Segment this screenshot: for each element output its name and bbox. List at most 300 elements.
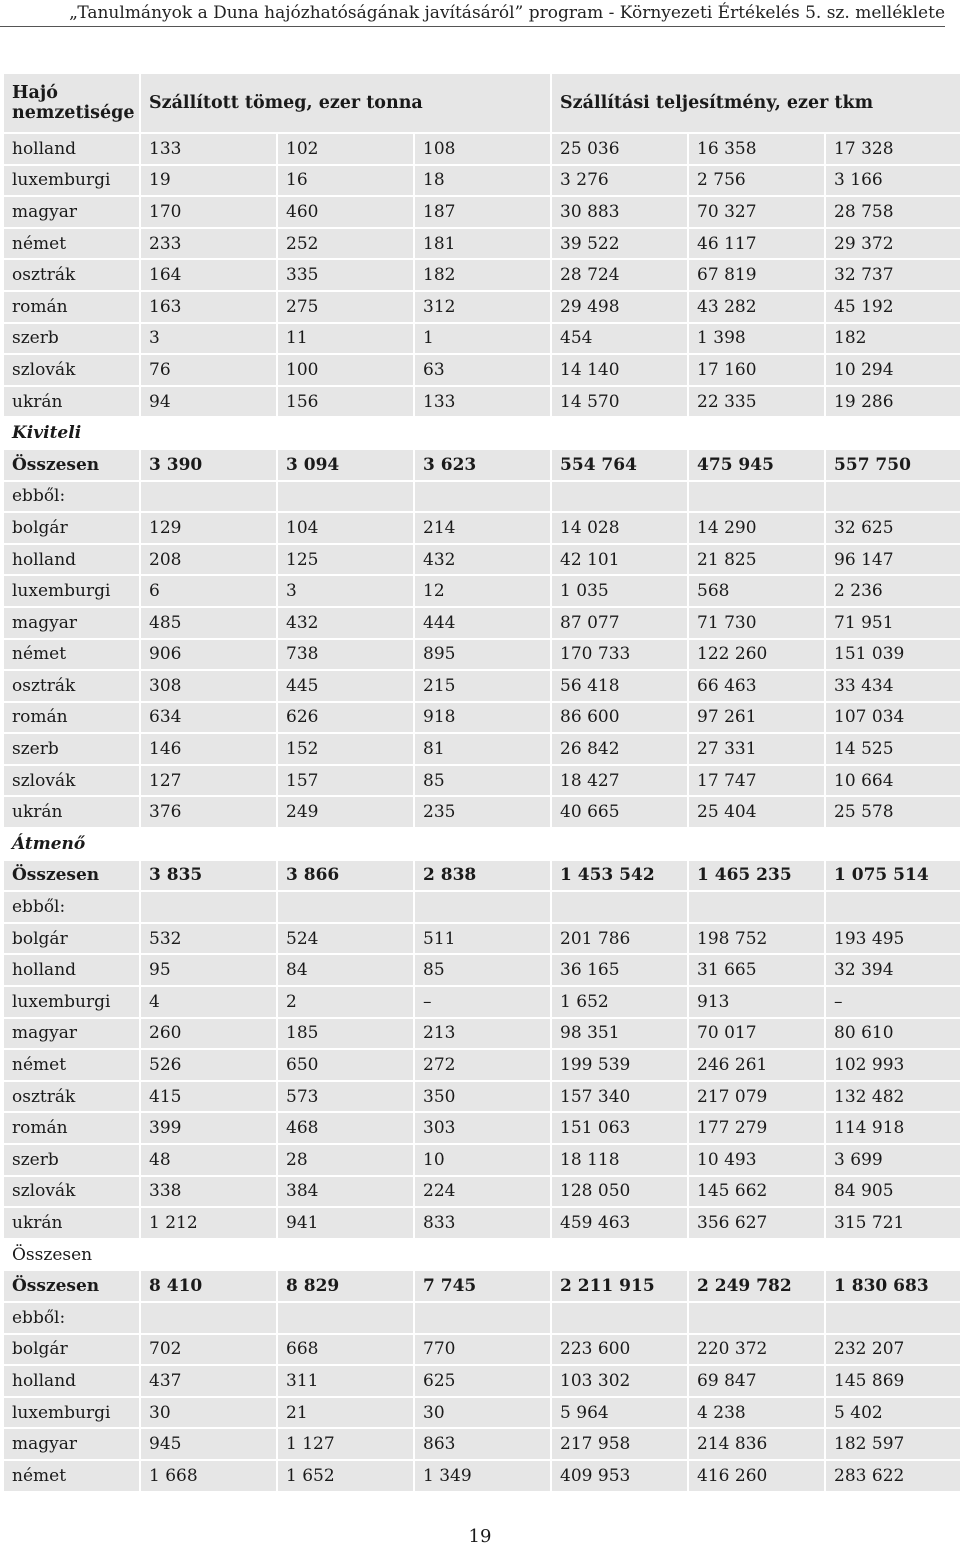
empty-cell <box>826 482 960 514</box>
row-label: holland <box>4 955 139 987</box>
table-cell: 98 351 <box>552 1019 687 1051</box>
table-cell: 31 665 <box>689 955 824 987</box>
table-cell: 170 733 <box>552 640 687 672</box>
row-label: szerb <box>4 734 139 766</box>
table-cell: 524 <box>278 924 413 956</box>
empty-cell <box>141 892 276 924</box>
table-cell: 10 493 <box>689 1145 824 1177</box>
table-cell: 26 842 <box>552 734 687 766</box>
table-cell: 1 830 683 <box>826 1271 960 1303</box>
table-cell: 1 127 <box>278 1429 413 1461</box>
shipping-statistics-table <box>2 74 960 1493</box>
table-cell: 557 750 <box>826 450 960 482</box>
table-row <box>4 166 960 198</box>
row-label: luxemburgi <box>4 166 139 198</box>
empty-cell <box>552 1303 687 1335</box>
table-cell: 249 <box>278 797 413 829</box>
table-cell: 80 610 <box>826 1019 960 1051</box>
table-cell: 303 <box>415 1113 550 1145</box>
empty-cell <box>826 1303 960 1335</box>
table-cell: 25 578 <box>826 797 960 829</box>
row-label: német <box>4 640 139 672</box>
column-header-performance: Szállítási teljesítmény, ezer tkm <box>552 74 960 134</box>
table-cell: 312 <box>415 292 550 324</box>
table-cell: 17 160 <box>689 355 824 387</box>
table-cell: 272 <box>415 1050 550 1082</box>
total-row <box>4 861 960 893</box>
table-cell: 235 <box>415 797 550 829</box>
row-label: német <box>4 1050 139 1082</box>
table-cell: 1 035 <box>552 576 687 608</box>
table-cell: 14 140 <box>552 355 687 387</box>
section-row <box>4 1240 960 1272</box>
row-label: luxemburgi <box>4 576 139 608</box>
empty-cell <box>415 892 550 924</box>
table-cell: 511 <box>415 924 550 956</box>
table-row <box>4 134 960 166</box>
table-cell: 185 <box>278 1019 413 1051</box>
table-cell: 311 <box>278 1366 413 1398</box>
empty-cell <box>141 829 276 861</box>
empty-cell <box>689 1240 824 1272</box>
row-label: ebből: <box>4 1303 139 1335</box>
row-label: szlovák <box>4 355 139 387</box>
table-cell: 66 463 <box>689 671 824 703</box>
table-row <box>4 355 960 387</box>
table-row <box>4 1145 960 1177</box>
table-cell: 650 <box>278 1050 413 1082</box>
table-cell: 85 <box>415 955 550 987</box>
empty-cell <box>552 892 687 924</box>
table-cell: 71 951 <box>826 608 960 640</box>
empty-cell <box>689 892 824 924</box>
row-label: szerb <box>4 1145 139 1177</box>
table-cell: 32 625 <box>826 513 960 545</box>
table-cell: 103 302 <box>552 1366 687 1398</box>
table-cell: 108 <box>415 134 550 166</box>
table-cell: 416 260 <box>689 1461 824 1493</box>
table-cell: 11 <box>278 324 413 356</box>
table-cell: 4 <box>141 987 276 1019</box>
table-cell: 28 724 <box>552 260 687 292</box>
table-cell: 107 034 <box>826 703 960 735</box>
row-label: bolgár <box>4 924 139 956</box>
table-cell: 85 <box>415 766 550 798</box>
total-row <box>4 450 960 482</box>
table-cell: 16 358 <box>689 134 824 166</box>
table-row <box>4 1461 960 1493</box>
table-cell: 3 699 <box>826 1145 960 1177</box>
table-cell: 906 <box>141 640 276 672</box>
table-cell: 100 <box>278 355 413 387</box>
table-cell: 1 398 <box>689 324 824 356</box>
table-cell: 1 075 514 <box>826 861 960 893</box>
table-cell: 738 <box>278 640 413 672</box>
table-cell: 475 945 <box>689 450 824 482</box>
table-cell: 201 786 <box>552 924 687 956</box>
table-cell: 275 <box>278 292 413 324</box>
empty-cell <box>689 1303 824 1335</box>
table-cell: 14 290 <box>689 513 824 545</box>
row-label: Összesen <box>4 1240 139 1272</box>
table-cell: 32 394 <box>826 955 960 987</box>
table-row <box>4 766 960 798</box>
empty-cell <box>278 482 413 514</box>
table-cell: 69 847 <box>689 1366 824 1398</box>
table-cell: 308 <box>141 671 276 703</box>
table-cell: 335 <box>278 260 413 292</box>
table-row <box>4 545 960 577</box>
table-row <box>4 671 960 703</box>
table-cell: 217 958 <box>552 1429 687 1461</box>
table-cell: 102 993 <box>826 1050 960 1082</box>
table-cell: 39 522 <box>552 229 687 261</box>
row-label: Kiviteli <box>4 418 139 450</box>
table-body <box>4 134 960 1493</box>
table-cell: 48 <box>141 1145 276 1177</box>
section-row <box>4 892 960 924</box>
section-row <box>4 1303 960 1335</box>
table-cell: 208 <box>141 545 276 577</box>
table-cell: 532 <box>141 924 276 956</box>
table-row <box>4 924 960 956</box>
table-cell: 129 <box>141 513 276 545</box>
table-cell: 14 525 <box>826 734 960 766</box>
empty-cell <box>689 482 824 514</box>
table-row <box>4 1050 960 1082</box>
table-cell: 152 <box>278 734 413 766</box>
empty-cell <box>141 1303 276 1335</box>
table-cell: 10 <box>415 1145 550 1177</box>
table-cell: 356 627 <box>689 1208 824 1240</box>
table-cell: 1 668 <box>141 1461 276 1493</box>
table-cell: 19 <box>141 166 276 198</box>
table-cell: 199 539 <box>552 1050 687 1082</box>
empty-cell <box>415 482 550 514</box>
table-cell: 10 664 <box>826 766 960 798</box>
table-cell: 573 <box>278 1082 413 1114</box>
table-cell: 32 737 <box>826 260 960 292</box>
table-cell: 96 147 <box>826 545 960 577</box>
table-cell: 568 <box>689 576 824 608</box>
row-label: szerb <box>4 324 139 356</box>
table-cell: 554 764 <box>552 450 687 482</box>
table-cell: 70 327 <box>689 197 824 229</box>
table-cell: 1 212 <box>141 1208 276 1240</box>
row-label: magyar <box>4 1429 139 1461</box>
table-cell: 30 883 <box>552 197 687 229</box>
table-cell: 40 665 <box>552 797 687 829</box>
row-label: bolgár <box>4 1335 139 1367</box>
table-cell: 2 756 <box>689 166 824 198</box>
table-cell: 198 752 <box>689 924 824 956</box>
table-cell: 2 249 782 <box>689 1271 824 1303</box>
column-header-tonnage: Szállított tömeg, ezer tonna <box>141 74 550 134</box>
table-cell: 2 <box>278 987 413 1019</box>
table-cell: 625 <box>415 1366 550 1398</box>
table-cell: 3 866 <box>278 861 413 893</box>
table-cell: 1 <box>415 324 550 356</box>
table-cell: 18 <box>415 166 550 198</box>
table-cell: 21 825 <box>689 545 824 577</box>
table-cell: 63 <box>415 355 550 387</box>
table-row <box>4 608 960 640</box>
table-cell: 350 <box>415 1082 550 1114</box>
table-cell: 444 <box>415 608 550 640</box>
table-cell: 46 117 <box>689 229 824 261</box>
table-header-row <box>4 74 960 134</box>
table-cell: 432 <box>415 545 550 577</box>
table-cell: 526 <box>141 1050 276 1082</box>
table-cell: 86 600 <box>552 703 687 735</box>
row-label: luxemburgi <box>4 987 139 1019</box>
table-cell: 626 <box>278 703 413 735</box>
table-cell: 36 165 <box>552 955 687 987</box>
table-cell: 146 <box>141 734 276 766</box>
table-cell: – <box>826 987 960 1019</box>
table-cell: 193 495 <box>826 924 960 956</box>
table-cell: 415 <box>141 1082 276 1114</box>
table-cell: 132 482 <box>826 1082 960 1114</box>
table-cell: 14 028 <box>552 513 687 545</box>
table-cell: 454 <box>552 324 687 356</box>
table-cell: 156 <box>278 387 413 419</box>
empty-cell <box>415 1303 550 1335</box>
table-row <box>4 513 960 545</box>
table-cell: 182 <box>826 324 960 356</box>
table-cell: 4 238 <box>689 1398 824 1430</box>
table-cell: 8 829 <box>278 1271 413 1303</box>
empty-cell <box>826 892 960 924</box>
table-cell: 170 <box>141 197 276 229</box>
table-cell: 941 <box>278 1208 413 1240</box>
table-cell: 12 <box>415 576 550 608</box>
table-cell: 56 418 <box>552 671 687 703</box>
empty-cell <box>552 482 687 514</box>
table-cell: 128 050 <box>552 1177 687 1209</box>
empty-cell <box>552 418 687 450</box>
table-row <box>4 955 960 987</box>
table-cell: 163 <box>141 292 276 324</box>
row-label: bolgár <box>4 513 139 545</box>
table-cell: 283 622 <box>826 1461 960 1493</box>
table-row <box>4 576 960 608</box>
table-cell: 182 <box>415 260 550 292</box>
row-label: ukrán <box>4 387 139 419</box>
table-cell: 81 <box>415 734 550 766</box>
table-cell: 122 260 <box>689 640 824 672</box>
table-cell: 177 279 <box>689 1113 824 1145</box>
table-cell: 702 <box>141 1335 276 1367</box>
table-cell: 770 <box>415 1335 550 1367</box>
table-cell: 29 498 <box>552 292 687 324</box>
table-cell: 895 <box>415 640 550 672</box>
table-cell: 1 453 542 <box>552 861 687 893</box>
table-cell: 214 <box>415 513 550 545</box>
table-cell: 67 819 <box>689 260 824 292</box>
row-label: osztrák <box>4 671 139 703</box>
table-row <box>4 1398 960 1430</box>
row-label: ebből: <box>4 892 139 924</box>
table-cell: 223 600 <box>552 1335 687 1367</box>
table-cell: 217 079 <box>689 1082 824 1114</box>
table-cell: 164 <box>141 260 276 292</box>
empty-cell <box>826 418 960 450</box>
empty-cell <box>141 418 276 450</box>
table-cell: 214 836 <box>689 1429 824 1461</box>
table-cell: 70 017 <box>689 1019 824 1051</box>
table-cell: 17 747 <box>689 766 824 798</box>
row-label: ebből: <box>4 482 139 514</box>
table-row <box>4 1335 960 1367</box>
row-label: német <box>4 1461 139 1493</box>
table-cell: 232 207 <box>826 1335 960 1367</box>
table-cell: 30 <box>141 1398 276 1430</box>
table-cell: 21 <box>278 1398 413 1430</box>
table-cell: 133 <box>415 387 550 419</box>
row-label: román <box>4 1113 139 1145</box>
table-row <box>4 734 960 766</box>
table-cell: 7 745 <box>415 1271 550 1303</box>
section-row <box>4 418 960 450</box>
empty-cell <box>278 418 413 450</box>
table-cell: 833 <box>415 1208 550 1240</box>
empty-cell <box>689 829 824 861</box>
table-row <box>4 229 960 261</box>
table-cell: 1 652 <box>552 987 687 1019</box>
table-cell: 145 662 <box>689 1177 824 1209</box>
table-cell: 30 <box>415 1398 550 1430</box>
table-cell: 22 335 <box>689 387 824 419</box>
table-cell: 102 <box>278 134 413 166</box>
table-cell: 384 <box>278 1177 413 1209</box>
table-cell: 87 077 <box>552 608 687 640</box>
table-cell: 945 <box>141 1429 276 1461</box>
table-cell: 432 <box>278 608 413 640</box>
table-row <box>4 387 960 419</box>
row-label: holland <box>4 1366 139 1398</box>
table-cell: 233 <box>141 229 276 261</box>
total-row <box>4 1271 960 1303</box>
table-cell: 19 286 <box>826 387 960 419</box>
table-cell: 409 953 <box>552 1461 687 1493</box>
row-label: román <box>4 292 139 324</box>
table-cell: 27 331 <box>689 734 824 766</box>
table-cell: 16 <box>278 166 413 198</box>
table-row <box>4 797 960 829</box>
table-cell: 252 <box>278 229 413 261</box>
table-row <box>4 703 960 735</box>
table-row <box>4 1429 960 1461</box>
table-cell: 114 918 <box>826 1113 960 1145</box>
table-cell: 3 623 <box>415 450 550 482</box>
table-cell: 145 869 <box>826 1366 960 1398</box>
table-cell: 133 <box>141 134 276 166</box>
row-label: román <box>4 703 139 735</box>
table-cell: – <box>415 987 550 1019</box>
table-cell: 3 <box>141 324 276 356</box>
table-cell: 437 <box>141 1366 276 1398</box>
row-label: osztrák <box>4 1082 139 1114</box>
empty-cell <box>826 1240 960 1272</box>
table-row <box>4 292 960 324</box>
table-cell: 1 465 235 <box>689 861 824 893</box>
table-cell: 1 349 <box>415 1461 550 1493</box>
table-cell: 84 <box>278 955 413 987</box>
table-cell: 42 101 <box>552 545 687 577</box>
table-cell: 6 <box>141 576 276 608</box>
empty-cell <box>415 1240 550 1272</box>
table-cell: 2 211 915 <box>552 1271 687 1303</box>
table-cell: 76 <box>141 355 276 387</box>
table-cell: 468 <box>278 1113 413 1145</box>
row-label: holland <box>4 545 139 577</box>
row-label: Összesen <box>4 861 139 893</box>
table-cell: 25 036 <box>552 134 687 166</box>
page-number: 19 <box>468 1526 492 1547</box>
row-label: luxemburgi <box>4 1398 139 1430</box>
table-cell: 28 <box>278 1145 413 1177</box>
table-cell: 127 <box>141 766 276 798</box>
row-label: Összesen <box>4 1271 139 1303</box>
table-cell: 84 905 <box>826 1177 960 1209</box>
table-cell: 3 276 <box>552 166 687 198</box>
empty-cell <box>826 829 960 861</box>
table-row <box>4 324 960 356</box>
table-row <box>4 1177 960 1209</box>
empty-cell <box>278 829 413 861</box>
table-cell: 2 236 <box>826 576 960 608</box>
table-cell: 224 <box>415 1177 550 1209</box>
table-cell: 634 <box>141 703 276 735</box>
table-cell: 182 597 <box>826 1429 960 1461</box>
table-cell: 376 <box>141 797 276 829</box>
table-cell: 18 427 <box>552 766 687 798</box>
table-cell: 3 094 <box>278 450 413 482</box>
table-cell: 104 <box>278 513 413 545</box>
table-cell: 187 <box>415 197 550 229</box>
table-cell: 3 166 <box>826 166 960 198</box>
table-cell: 10 294 <box>826 355 960 387</box>
empty-cell <box>278 892 413 924</box>
row-label: Összesen <box>4 450 139 482</box>
empty-cell <box>415 829 550 861</box>
table-row <box>4 1208 960 1240</box>
table-cell: 5 964 <box>552 1398 687 1430</box>
empty-cell <box>689 418 824 450</box>
table-cell: 181 <box>415 229 550 261</box>
row-label: magyar <box>4 197 139 229</box>
column-header-nationality: Hajó nemzetisége <box>4 74 139 134</box>
row-label: osztrák <box>4 260 139 292</box>
table-cell: 2 838 <box>415 861 550 893</box>
empty-cell <box>278 1303 413 1335</box>
table-cell: 260 <box>141 1019 276 1051</box>
table-row <box>4 1082 960 1114</box>
table-row <box>4 640 960 672</box>
table-cell: 95 <box>141 955 276 987</box>
table-cell: 157 <box>278 766 413 798</box>
row-label: Átmenő <box>4 829 139 861</box>
table-row <box>4 1113 960 1145</box>
table-cell: 485 <box>141 608 276 640</box>
running-header: „Tanulmányok a Duna hajózhatóságának javításáról” program - Környezeti Értékelés 5. sz. melléklete <box>0 0 945 27</box>
table-cell: 94 <box>141 387 276 419</box>
table-cell: 1 652 <box>278 1461 413 1493</box>
table-row <box>4 1019 960 1051</box>
table-cell: 71 730 <box>689 608 824 640</box>
section-row <box>4 482 960 514</box>
